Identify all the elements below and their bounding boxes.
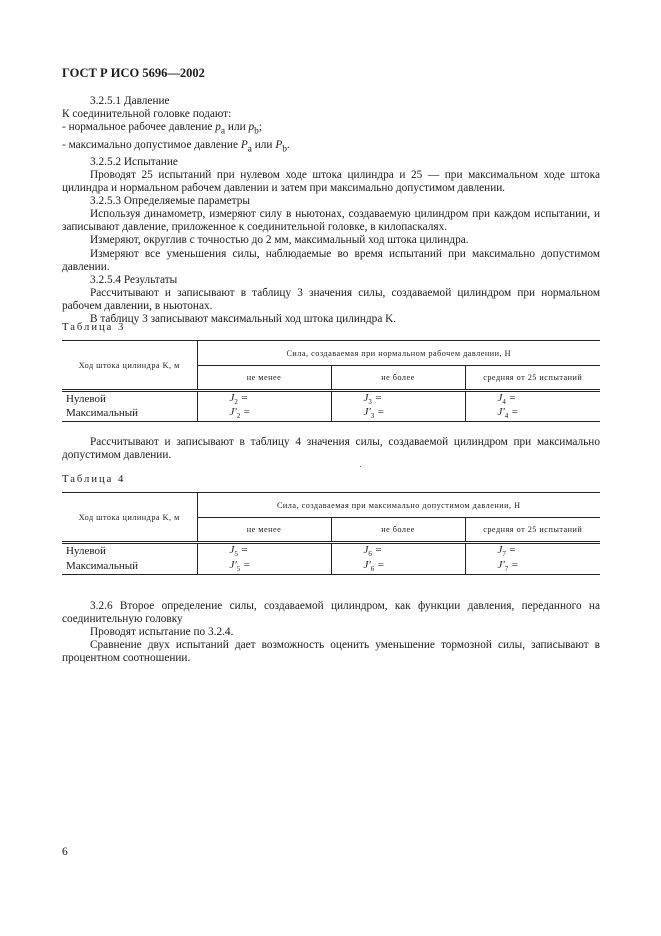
table-subheader: не более [331,518,465,543]
table-cell: $J'_6$ = [331,558,465,574]
table-header-stroke: Ход штока цилиндра K, м [62,341,197,391]
table-cell: $J'_5$ = [197,558,331,574]
paragraph: Используя динамометр, измеряют силу в ньютонах, создаваемую цилиндром при каждом испытании, и записывают давление, приложенное к соединительной головке, в килопаскалях. [62,208,600,234]
table-subheader: не менее [197,366,331,391]
table-header-stroke: Ход штока цилиндра K, м [62,493,197,543]
table-row [62,543,600,559]
scan-speck [360,466,361,467]
table-subheader: не менее [197,518,331,543]
table-4-caption: Таблица 4 [62,474,126,485]
table-cell: $J'_7$ = [465,558,600,574]
paragraph: В таблицу 3 записывают максимальный ход штока цилиндра K. [90,313,397,325]
table-cell: $J_7$ = [465,543,600,559]
paragraph: К соединительной головке подают: [62,108,232,121]
paragraph: Проводят испытание по 3.2.4. [90,626,234,639]
row-label: Максимальный [62,406,197,421]
row-label: Нулевой [66,545,106,558]
table-subheader: средняя от 25 испытаний [465,518,600,543]
table-cell: $J_2$ = [197,391,331,407]
paragraph: Измеряют, округлив с точностью до 2 мм, максимальный ход штока цилиндра. [90,234,469,247]
heading-3-2-6: 3.2.6 Второе определение силы, создаваемой цилиндром, как функции давления, переданного на соединительную головку [62,600,600,626]
row-label: Максимальный [62,558,197,574]
table-subheader: не более [331,366,465,391]
section-3-2-6 [62,600,600,665]
table-cell: $J_3$ = [331,391,465,407]
paragraph: Рассчитывают и записывают в таблицу 3 значения силы, создаваемой цилиндром при нормальном рабочем давлении, в ньютонах. [62,286,600,312]
page-number: 6 [62,846,68,858]
table-row [62,558,600,574]
table-3 [62,340,600,422]
table-cell: $J'_4$ = [465,406,600,421]
table-cell: $J_4$ = [465,391,600,407]
paragraph: Сравнение двух испытаний дает возможность оценить уменьшение тормозной силы, записывают в процентном соотношении. [62,639,600,665]
table-cell: $J_5$ = [197,543,331,559]
table-cell: $J_6$ = [331,543,465,559]
table-row [62,391,600,407]
table-4 [62,492,600,575]
row-label: Нулевой [66,393,106,406]
table-header-force: Сила, создаваемая при нормальном рабочем давлении, Н [197,341,600,366]
table-row [62,406,600,421]
heading-3-2-5-1: 3.2.5.1 Давление [90,95,170,107]
table-3-caption: Таблица 3 [62,322,126,333]
table-subheader: средняя от 25 испытаний [465,366,600,391]
heading-3-2-5-4: 3.2.5.4 Результаты [90,273,178,286]
paragraph: Проводят 25 испытаний при нулевом ходе штока цилиндра и 25 — при максимальном ходе штока цилиндра и нормальном рабочем давлении и затем при максимально допустимом давлении. [62,168,600,195]
paragraph-between-tables: Рассчитывают и записывают в таблицу 4 значения силы, создаваемой цилиндром при максимально допустимом давлении. [62,436,600,462]
heading-3-2-5-2: 3.2.5.2 Испытание [90,155,178,168]
section-3-2-5 [62,95,600,326]
table-cell: $J'_3$ = [331,406,465,421]
heading-3-2-5-3: 3.2.5.3 Определяемые параметры [90,195,250,208]
document-header: ГОСТ Р ИСО 5696—2002 [62,66,205,80]
list-item: - нормальное рабочее давление $p_a$ или $p_b$; [62,121,262,137]
paragraph: Измеряют все уменьшения силы, наблюдаемые во время испытаний при максимально допустимом давлении. [62,247,600,273]
list-item: - максимально допустимое давление $P_a$ или $P_b$. [62,138,290,154]
table-header-force: Сила, создаваемая при максимально допустимом давлении, Н [197,493,600,518]
table-cell: $J'_2$ = [197,406,331,421]
